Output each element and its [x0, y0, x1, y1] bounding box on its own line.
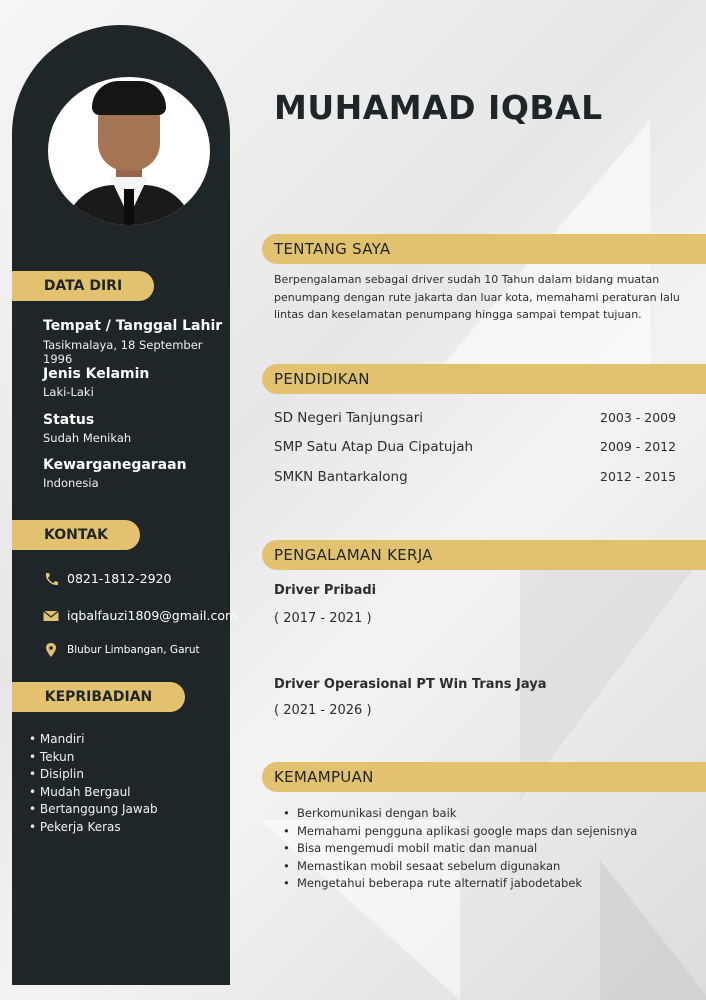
data-diri-heading: DATA DIRI — [12, 271, 154, 301]
page-title: MUHAMAD IQBAL — [274, 88, 603, 127]
field-value: Laki-Laki — [43, 385, 94, 399]
school-name: SMP Satu Atap Dua Cipatujah — [274, 439, 474, 455]
kepribadian-heading: KEPRIBADIAN — [12, 682, 185, 712]
field-label: Kewarganegaraan — [43, 457, 187, 473]
about-text: Berpengalaman sebagai driver sudah 10 Tahun dalam bidang muatan penumpang dengan rute jakarta dan luar kota, memahami peraturan lalu lintas dan keselamatan penumpang hingga sampai tempat tujuan. — [274, 273, 680, 321]
education-row — [274, 469, 684, 485]
email-text[interactable]: iqbalfauzi1809@gmail.com — [67, 608, 238, 623]
pengalaman-kerja-heading: PENGALAMAN KERJA — [262, 540, 706, 570]
list-item: • Bertanggung Jawab — [29, 801, 158, 819]
sidebar — [12, 25, 238, 985]
phone-icon — [43, 572, 59, 586]
list-item: • Bisa mengemudi mobil matic dan manual — [297, 840, 637, 858]
field-value: Sudah Menikah — [43, 431, 132, 445]
school-years: 2012 - 2015 — [600, 469, 677, 484]
list-item: • Mudah Bergaul — [29, 784, 158, 802]
list-item: • Memahami pengguna aplikasi google maps dan sejenisnya — [297, 823, 637, 841]
list-item: • Memastikan mobil sesaat sebelum digunakan — [297, 858, 637, 876]
education-row — [274, 439, 684, 455]
list-item: • Pekerja Keras — [29, 819, 158, 837]
job-period: ( 2021 - 2026 ) — [274, 703, 372, 718]
tentang-saya-heading: TENTANG SAYA — [262, 234, 706, 264]
location-pin-icon — [43, 643, 59, 657]
field-value: Indonesia — [43, 476, 99, 490]
contact-phone — [43, 571, 171, 586]
field-nationality — [43, 457, 187, 490]
education-row — [274, 410, 684, 426]
field-status — [43, 412, 131, 445]
field-label: Status — [43, 412, 95, 428]
school-name: SD Negeri Tanjungsari — [274, 410, 424, 426]
school-name: SMKN Bantarkalong — [274, 469, 408, 485]
phone-text[interactable]: 0821-1812-2920 — [67, 571, 172, 586]
list-item: • Mengetahui beberapa rute alternatif jabodetabek — [297, 875, 637, 893]
job-title: Driver Pribadi — [274, 583, 377, 598]
pendidikan-heading: PENDIDIKAN — [262, 364, 706, 394]
field-gender — [43, 366, 149, 399]
field-birth — [43, 318, 230, 366]
contact-email — [43, 608, 237, 623]
job-title: Driver Operasional PT Win Trans Jaya — [274, 677, 547, 692]
list-item: • Mandiri — [29, 731, 158, 749]
school-years: 2009 - 2012 — [600, 439, 677, 454]
kemampuan-heading: KEMAMPUAN — [262, 762, 706, 792]
job-period: ( 2017 - 2021 ) — [274, 611, 372, 626]
contact-address — [43, 643, 200, 657]
kontak-heading: KONTAK — [12, 520, 140, 550]
field-label: Jenis Kelamin — [43, 366, 150, 382]
field-label: Tempat / Tanggal Lahir — [43, 318, 223, 334]
list-item: • Tekun — [29, 749, 158, 767]
address-text: Blubur Limbangan, Garut — [67, 644, 200, 656]
school-years: 2003 - 2009 — [600, 410, 677, 425]
traits-list — [29, 731, 158, 836]
skills-list — [297, 805, 637, 893]
list-item: • Disiplin — [29, 766, 158, 784]
profile-photo — [48, 77, 210, 225]
field-value: Tasikmalaya, 18 September 1996 — [43, 338, 203, 366]
list-item: • Berkomunikasi dengan baik — [297, 805, 637, 823]
mail-icon — [43, 609, 59, 623]
